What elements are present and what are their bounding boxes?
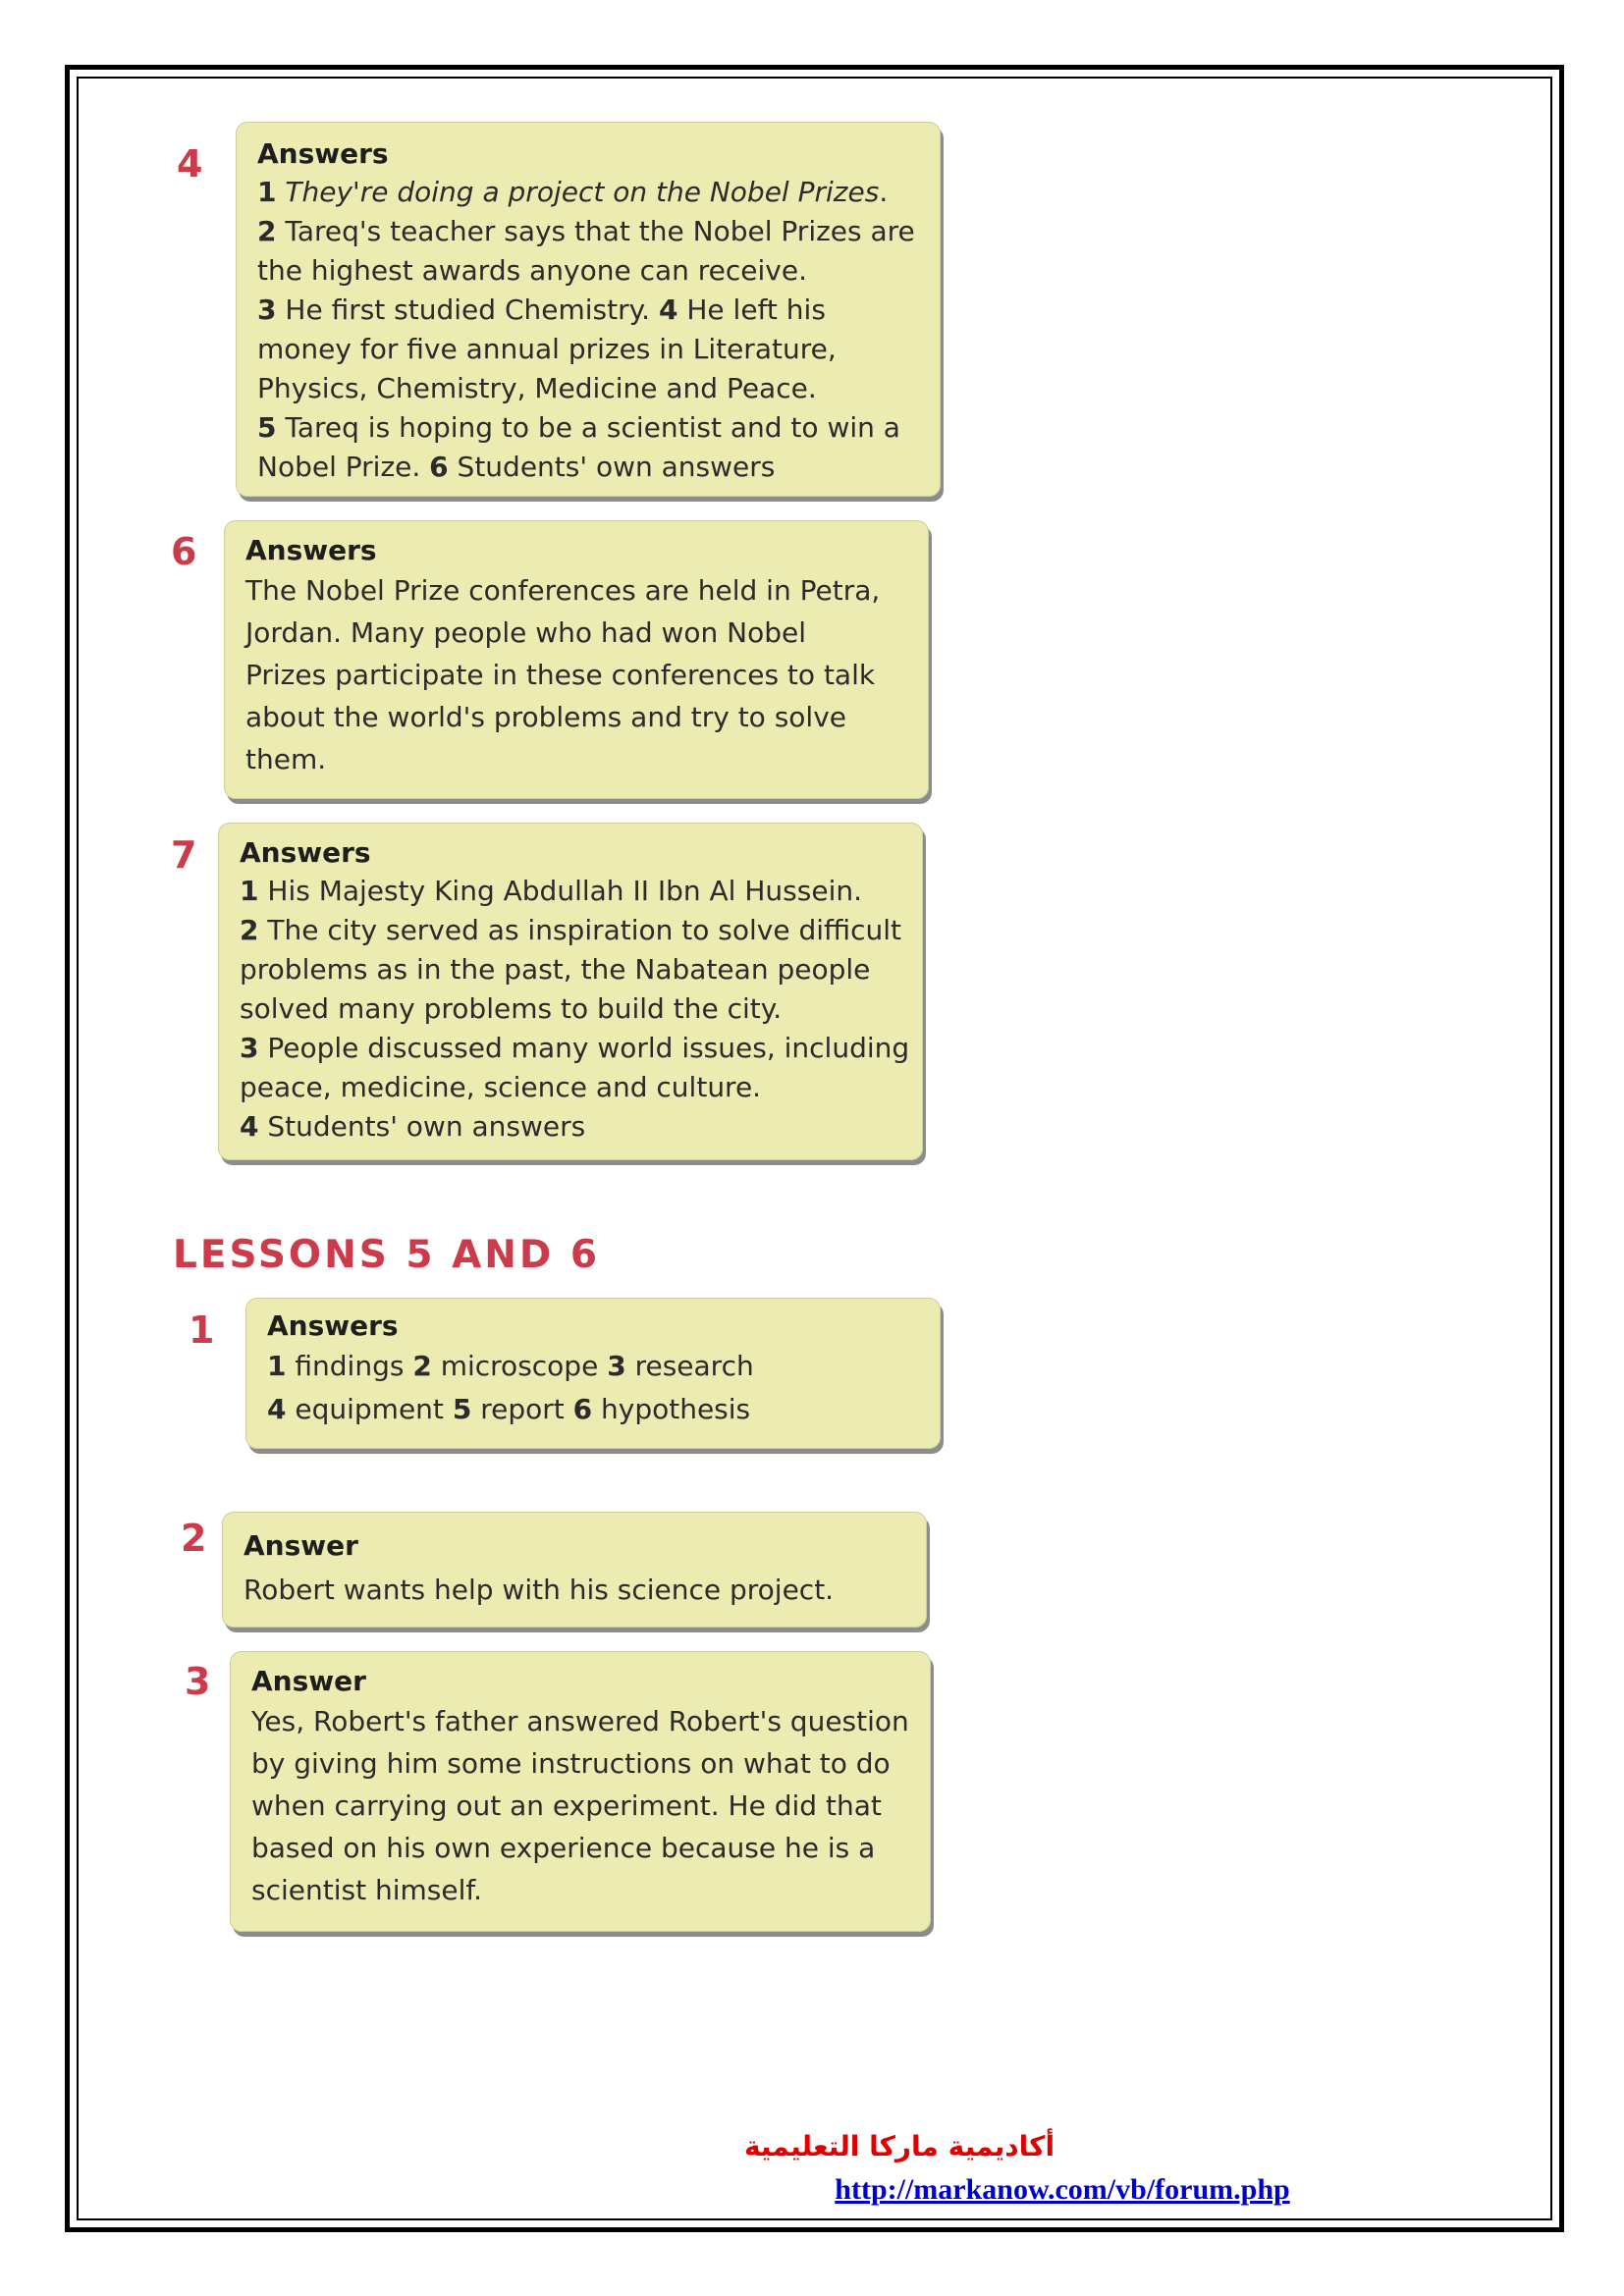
answer-line <box>244 1571 905 1610</box>
answer-text: The Nobel Prize conferences are held in Petra, <box>245 574 881 607</box>
answer-text: money for five annual prizes in Literature, <box>257 333 837 365</box>
answer-text: findings <box>286 1350 413 1382</box>
answer-line <box>240 1029 910 1068</box>
answer-text: when carrying out an experiment. He did that <box>251 1789 882 1822</box>
answer-text: Tareq's teacher says that the Nobel Prizes are <box>276 215 915 247</box>
lessons-heading: LESSONS 5 AND 6 <box>173 1233 600 1277</box>
answer-box-body <box>257 173 919 487</box>
answer-text: The city served as inspiration to solve difficult <box>258 914 902 946</box>
answer-line <box>245 569 907 612</box>
answer-item-number: 4 <box>658 294 678 326</box>
footer-academy-name: أكاديمية ماركا التعليمية <box>743 2130 1056 2163</box>
footer-forum-link[interactable]: http://markanow.com/vb/forum.php <box>835 2173 1290 2206</box>
answer-line <box>240 950 901 989</box>
answer-text: Students' own answers <box>258 1110 586 1143</box>
answer-text: by giving him some instructions on what to do <box>251 1747 891 1780</box>
answer-line <box>257 251 919 291</box>
answer-box-body <box>240 872 910 1147</box>
answer-text: Nobel Prize. <box>257 451 430 483</box>
answer-text: problems as in the past, the Nabatean people <box>240 953 871 986</box>
answer-box-title: Answers <box>267 1309 399 1342</box>
answer-text: Jordan. Many people who had won Nobel <box>245 616 807 649</box>
answer-line <box>251 1700 909 1742</box>
answer-text: hypothesis <box>592 1393 751 1425</box>
answer-box-title: Answers <box>240 836 371 869</box>
answer-text: scientist himself. <box>251 1874 483 1906</box>
answer-box-l3 <box>230 1651 931 1932</box>
answer-box-body <box>245 569 907 780</box>
answer-text: microscope <box>431 1350 608 1382</box>
answer-item-number: 6 <box>429 451 449 483</box>
exercise-number-l2: 2 <box>181 1517 207 1560</box>
answer-text: Yes, Robert's father answered Robert's question <box>251 1705 909 1737</box>
answer-box-l1 <box>245 1298 941 1449</box>
answer-box-l2 <box>222 1512 927 1628</box>
answer-text: the highest awards anyone can receive. <box>257 254 807 287</box>
answer-text: equipment <box>286 1393 453 1425</box>
answer-item-number: 3 <box>607 1350 626 1382</box>
answer-box-title: Answers <box>245 534 377 566</box>
answer-line <box>251 1785 909 1827</box>
answer-text: solved many problems to build the city. <box>240 992 783 1025</box>
answer-text: research <box>625 1350 754 1382</box>
answer-text: Physics, Chemistry, Medicine and Peace. <box>257 372 817 404</box>
answer-line <box>245 696 907 738</box>
answer-box-body <box>267 1345 919 1431</box>
answer-text: People discussed many world issues, including <box>258 1032 910 1064</box>
answer-line <box>257 408 919 448</box>
answer-line <box>257 173 919 212</box>
answer-box-4 <box>236 122 941 497</box>
answer-text: about the world's problems and try to solve <box>245 701 847 733</box>
answer-line <box>257 291 919 330</box>
answer-line <box>257 369 919 408</box>
answer-item-number: 4 <box>240 1110 259 1143</box>
answer-item-number: 3 <box>240 1032 259 1064</box>
answer-line <box>240 872 901 911</box>
answer-item-number: 1 <box>240 875 259 907</box>
answer-item-number: 2 <box>240 914 259 946</box>
answer-box-title: Answer <box>251 1665 366 1697</box>
answer-text: His Majesty King Abdullah II Ibn Al Hussein. <box>258 875 862 907</box>
answer-line <box>251 1869 909 1911</box>
answer-line <box>240 1107 901 1147</box>
answer-line <box>257 212 919 251</box>
answer-line <box>257 330 919 369</box>
answer-item-number: 5 <box>452 1393 472 1425</box>
answer-line <box>251 1742 909 1785</box>
answer-text: He first studied Chemistry. <box>276 294 659 326</box>
answer-item-number: 2 <box>257 215 277 247</box>
answer-text: them. <box>245 743 327 775</box>
exercise-number-4: 4 <box>177 142 203 186</box>
answer-item-number: 4 <box>267 1393 287 1425</box>
exercise-number-l3: 3 <box>185 1660 211 1703</box>
answer-text: report <box>471 1393 573 1425</box>
answer-line <box>267 1388 919 1431</box>
answer-item-number: 1 <box>267 1350 287 1382</box>
answer-line <box>257 448 919 487</box>
answer-line <box>251 1827 909 1869</box>
answer-item-number: 6 <box>572 1393 593 1425</box>
answer-item-number: 5 <box>257 411 277 444</box>
exercise-number-7: 7 <box>171 833 197 877</box>
answer-text: Students' own answers <box>448 451 776 483</box>
answer-text: Robert wants help with his science project. <box>244 1574 835 1606</box>
answer-item-number: 1 <box>257 176 277 208</box>
answer-text: based on his own experience because he is a <box>251 1832 876 1864</box>
exercise-number-6: 6 <box>171 530 197 573</box>
answer-text: . <box>879 176 889 208</box>
answer-text: Tareq is hoping to be a scientist and to win a <box>276 411 900 444</box>
answer-box-7 <box>218 823 923 1160</box>
answer-box-body <box>251 1700 909 1911</box>
answer-text: peace, medicine, science and culture. <box>240 1071 762 1103</box>
answer-text: They're doing a project on the Nobel Prizes <box>285 176 880 208</box>
answer-line <box>240 989 901 1029</box>
answer-box-title: Answers <box>257 137 389 170</box>
answer-line <box>267 1345 919 1388</box>
answer-line <box>245 612 907 654</box>
answer-text: Prizes participate in these conferences to talk <box>245 659 876 691</box>
answer-box-body <box>244 1571 905 1610</box>
answer-item-number: 2 <box>412 1350 432 1382</box>
answer-line <box>245 738 907 780</box>
answer-line <box>245 654 907 696</box>
answer-line <box>240 911 901 950</box>
answer-line <box>240 1068 901 1107</box>
answer-box-title: Answer <box>244 1529 358 1562</box>
answer-box-6 <box>224 520 929 799</box>
answer-item-number: 3 <box>257 294 277 326</box>
answer-text: He left his <box>677 294 826 326</box>
exercise-number-l1: 1 <box>189 1308 215 1352</box>
